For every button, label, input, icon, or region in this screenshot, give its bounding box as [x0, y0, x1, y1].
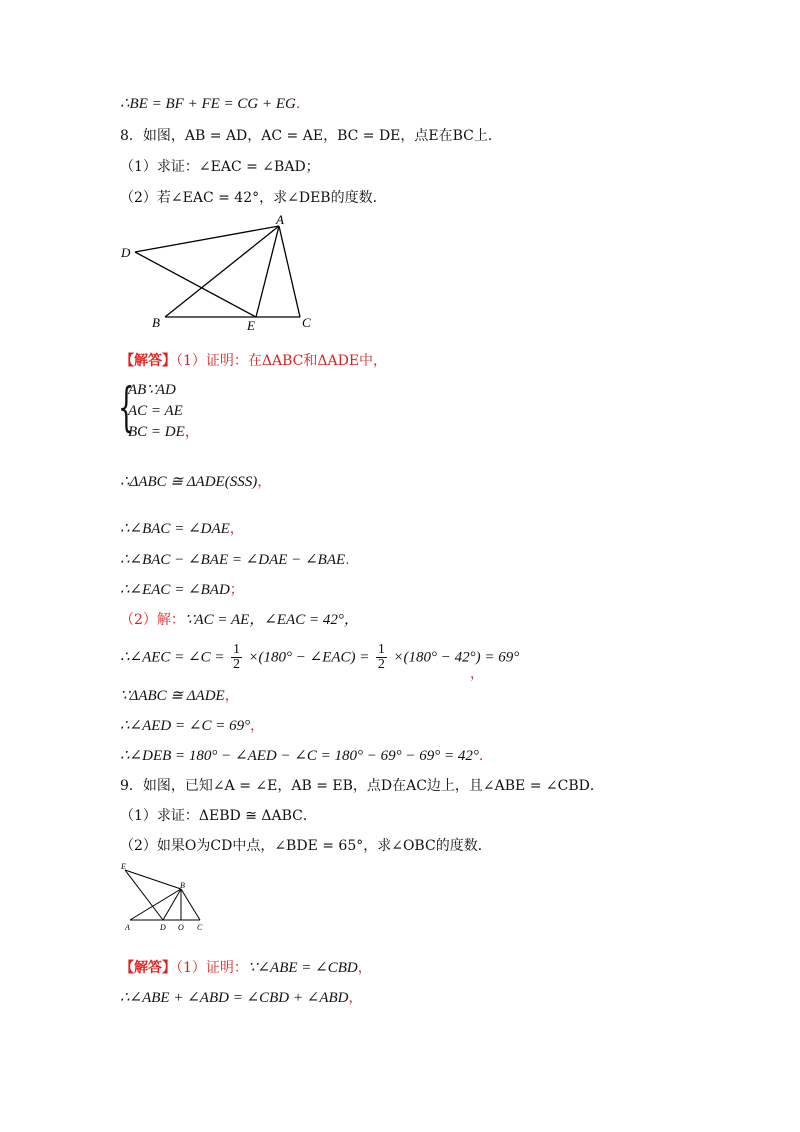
label-b: B	[152, 315, 160, 330]
question-9-part-1: （1）求证：ΔEBD ≅ ΔABC．	[120, 808, 317, 824]
label-a-q9: A	[125, 923, 130, 932]
fraction-half-1: $\frac{1}{2}$	[232, 642, 240, 672]
conclusion-congruent: ∴ΔABC ≅ ΔADE(SSS)，	[120, 474, 272, 490]
conclusion-subtract: ∴∠BAC − ∠BAE = ∠DAE − ∠BAE.	[120, 552, 350, 568]
label-d-q9: D	[160, 923, 166, 932]
label-d: D	[121, 245, 131, 260]
equation-aec: ∴∠AEC = ∠C = $\frac{1}{2}$ ×(180° − ∠EAC) = $\frac{1}{2}$ ×(180° − 42°) = 69°	[120, 642, 520, 672]
question-9-part-2: （2）如果O为CD中点，∠BDE = 65°，求∠OBC的度数．	[120, 838, 492, 854]
fraction-half-2: $\frac{1}{2}$	[377, 642, 385, 672]
conclusion-angles-equal: ∴∠BAC = ∠DAE，	[120, 521, 244, 537]
label-o-q9: O	[178, 923, 184, 932]
question-8-part-2: （2）若∠EAC = 42°，求∠DEB的度数．	[120, 190, 387, 206]
answer-9-line-2: ∴∠ABE + ∠ABD = ∠CBD + ∠ABD，	[120, 990, 363, 1006]
label-c-q9: C	[197, 923, 203, 932]
label-a: A	[276, 212, 284, 227]
question-8: 8．如图，AB = AD，AC = AE，BC = DE，点E在BC上．	[120, 128, 502, 144]
system-line-3: BC = DE，	[128, 424, 200, 440]
conclusion-eac-bad: ∴∠EAC = ∠BAD；	[120, 582, 244, 598]
label-e-q9: E	[121, 862, 126, 871]
question-8-part-1: （1）求证：∠EAC = ∠BAD；	[120, 159, 320, 175]
label-e: E	[247, 318, 255, 333]
answer-8-intro: 【解答】（1）证明：在ΔABC和ΔADE中，	[120, 353, 388, 369]
system-line-1: AB∵AD	[128, 382, 176, 398]
system-brace: {	[118, 378, 135, 438]
line-congruent-given: ∵ΔABC ≅ ΔADE，	[120, 688, 239, 704]
system-line-2: AC = AE	[128, 403, 183, 419]
figure-lines-q9	[125, 870, 200, 920]
line-be-equals: ∴BE = BF + FE = CG + EG.	[120, 96, 301, 112]
figure-triangles-q9	[115, 860, 215, 935]
line-aed: ∴∠AED = ∠C = 69°，	[120, 718, 265, 734]
line-deb: ∴∠DEB = 180° − ∠AED − ∠C = 180° − 69° − 69° = 42°.	[120, 748, 484, 764]
equation-aec-mark: ，	[470, 666, 484, 682]
question-9: 9．如图，已知∠A = ∠E，AB = EB，点D在AC边上，且∠ABE = ∠CBD．	[120, 778, 604, 794]
figure-lines	[135, 226, 300, 317]
part-2-solution: （2）解：∵AC = AE，∠EAC = 42°，	[120, 612, 359, 628]
label-b-q9: B	[180, 881, 185, 890]
figure-triangles-q8	[115, 210, 325, 335]
answer-9-intro: 【解答】（1）证明：∵∠ABE = ∠CBD，	[120, 960, 372, 976]
label-c: C	[302, 315, 311, 330]
